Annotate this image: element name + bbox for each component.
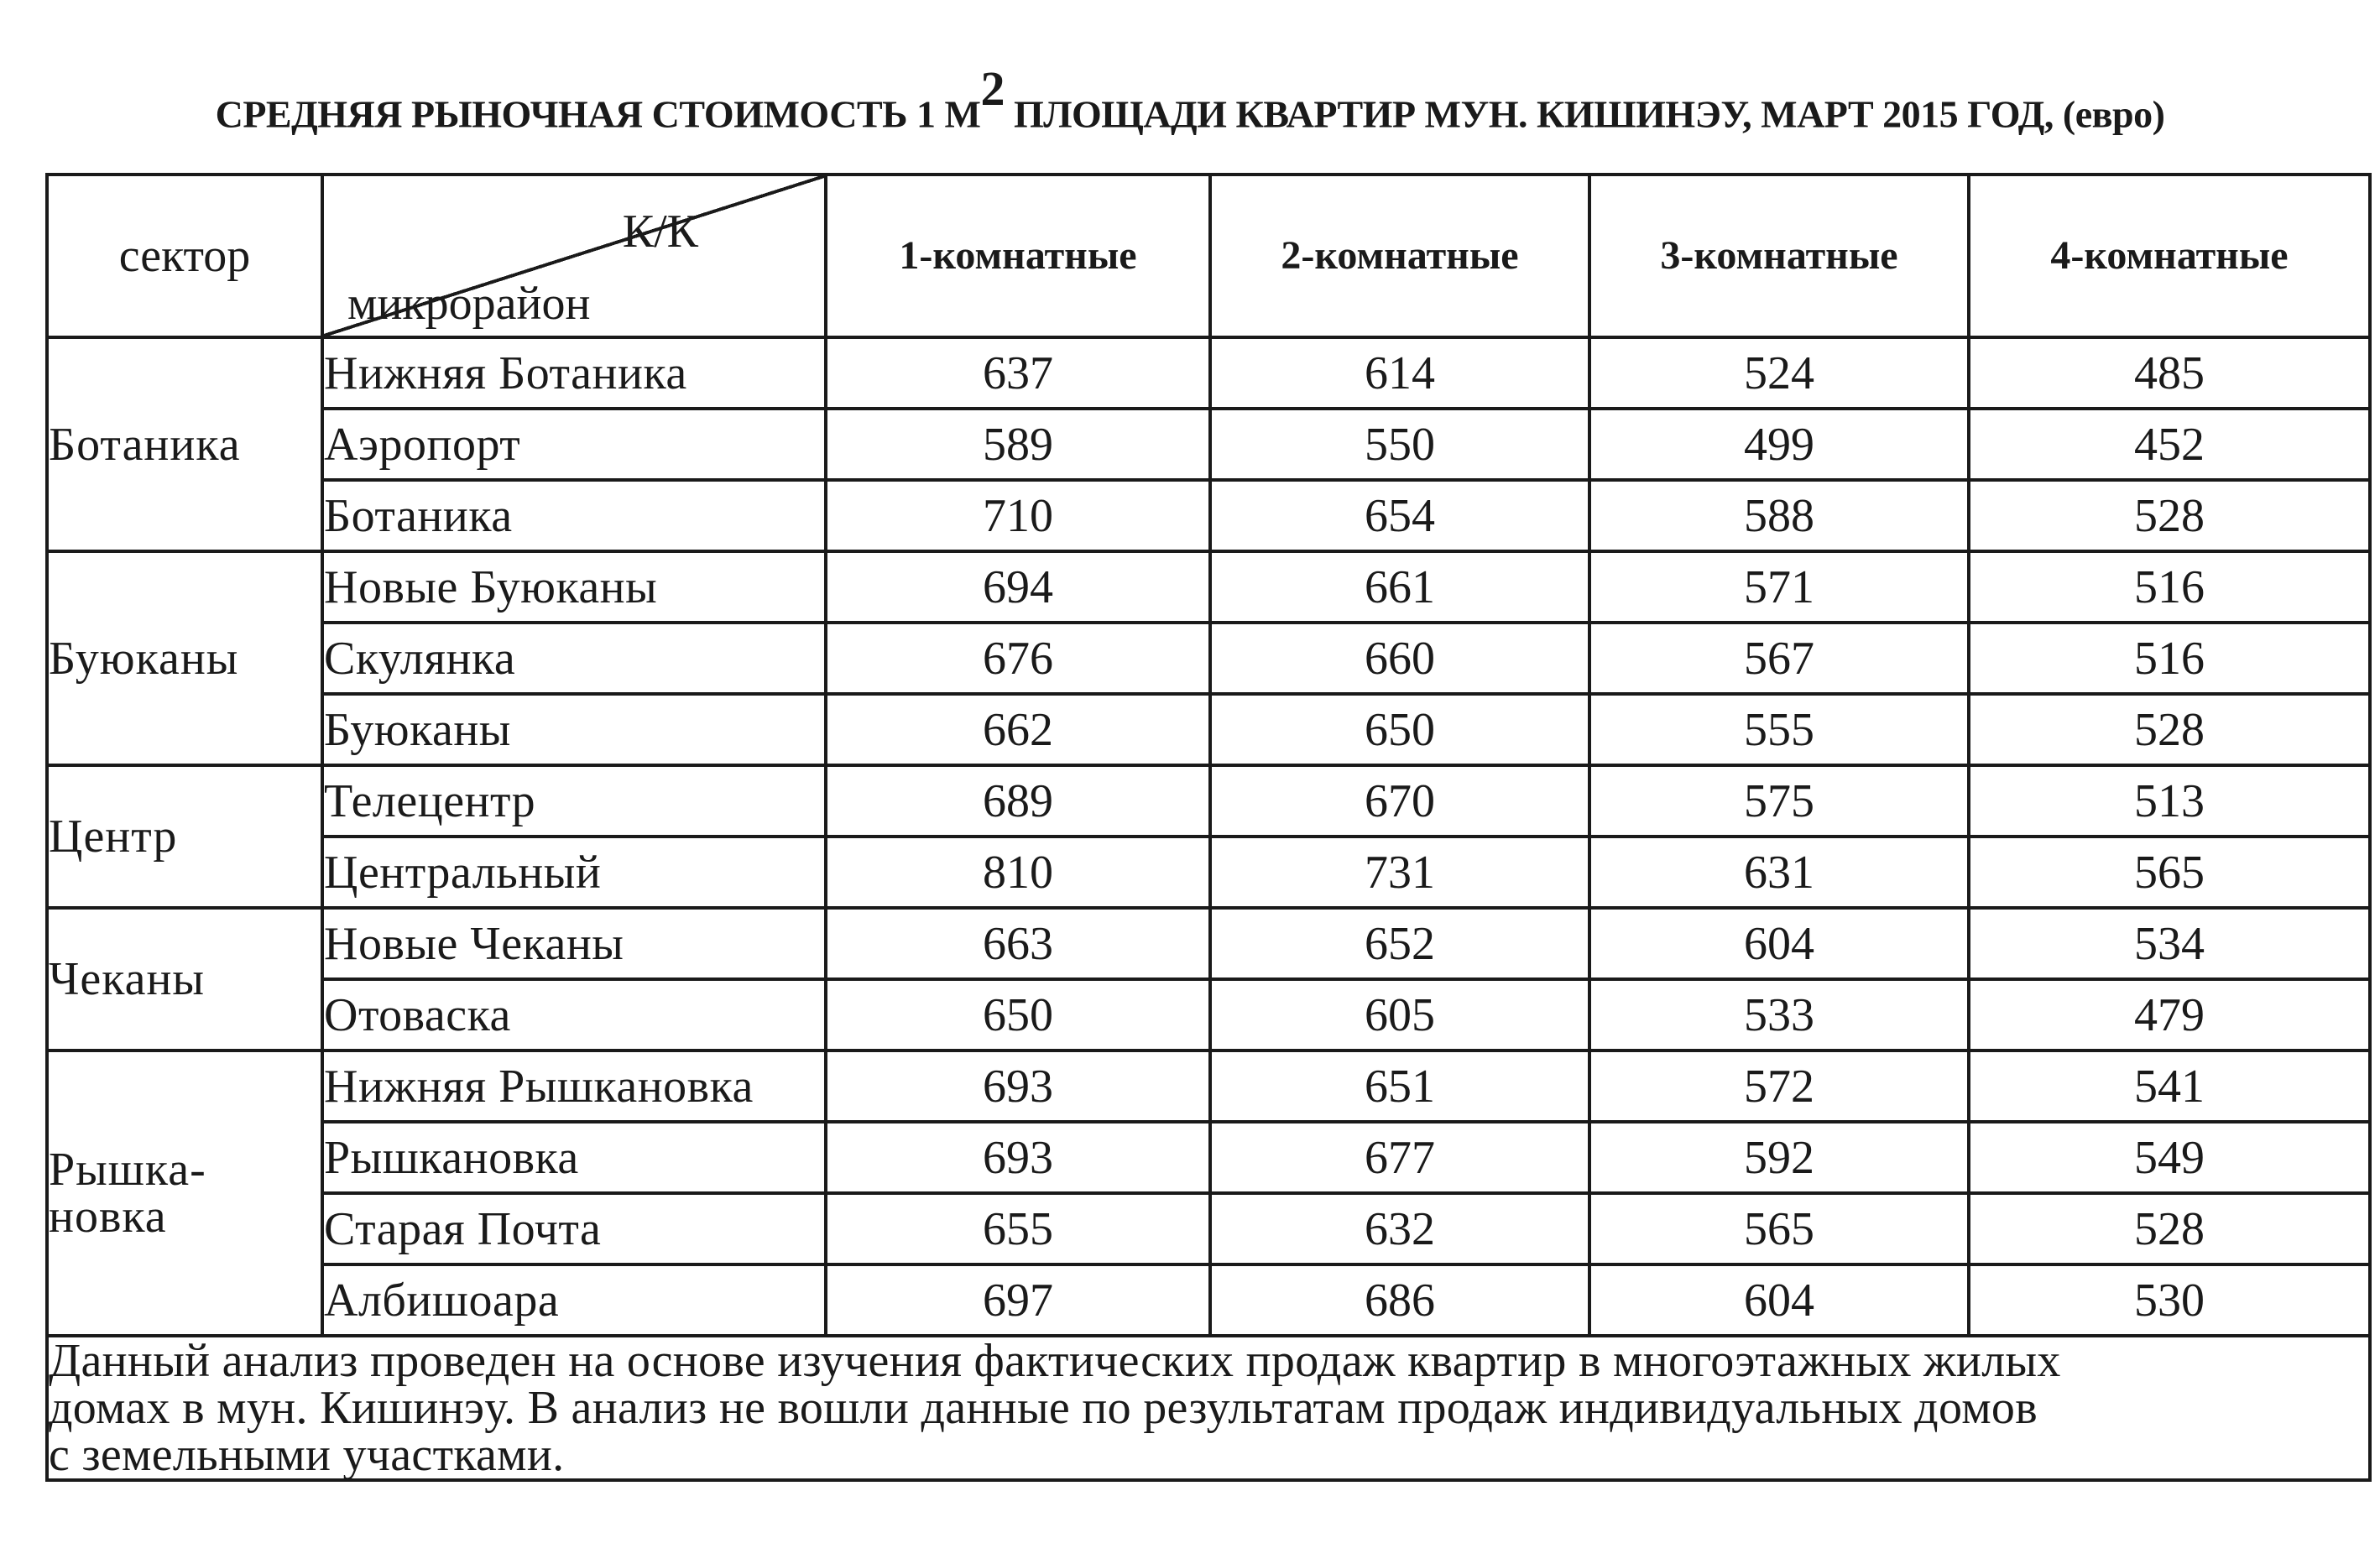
value-1-room: 693	[826, 1122, 1210, 1193]
table-row	[47, 837, 2370, 908]
title-superscript: 2	[980, 61, 1005, 116]
value-3-room: 565	[1589, 1193, 1969, 1264]
value-3-room: 533	[1589, 979, 1969, 1050]
table-row	[47, 1193, 2370, 1264]
value-3-room: 571	[1589, 551, 1969, 623]
district-cell: Аэропорт	[322, 409, 826, 480]
district-cell: Скулянка	[322, 623, 826, 694]
value-2-room: 661	[1210, 551, 1589, 623]
sector-cell	[47, 1050, 322, 1336]
value-1-room: 689	[826, 765, 1210, 837]
value-2-room: 677	[1210, 1122, 1589, 1193]
value-4-room: 541	[1969, 1050, 2370, 1122]
value-2-room: 651	[1210, 1050, 1589, 1122]
value-4-room: 516	[1969, 623, 2370, 694]
value-4-room: 513	[1969, 765, 2370, 837]
value-3-room: 555	[1589, 694, 1969, 765]
value-2-room: 660	[1210, 623, 1589, 694]
table-row	[47, 551, 2370, 623]
value-3-room: 524	[1589, 337, 1969, 409]
sector-cell: Буюканы	[47, 551, 322, 765]
table-row	[47, 694, 2370, 765]
value-4-room: 534	[1969, 908, 2370, 979]
value-3-room: 499	[1589, 409, 1969, 480]
header-1-room: 1-комнатные	[826, 175, 1210, 337]
value-1-room: 810	[826, 837, 1210, 908]
district-cell: Новые Буюканы	[322, 551, 826, 623]
value-1-room: 693	[826, 1050, 1210, 1122]
district-cell: Ботаника	[322, 480, 826, 551]
value-4-room: 530	[1969, 1264, 2370, 1336]
header-3-room: 3-комнатные	[1589, 175, 1969, 337]
footnote	[47, 1336, 2370, 1480]
value-4-room: 549	[1969, 1122, 2370, 1193]
table-title	[0, 61, 2380, 136]
value-1-room: 662	[826, 694, 1210, 765]
header-sector: сектор	[47, 175, 322, 337]
footnote-line1: Данный анализ проведен на основе изучения фактических продаж квартир в многоэтажных жилых	[49, 1335, 2061, 1387]
value-3-room: 567	[1589, 623, 1969, 694]
value-4-room: 485	[1969, 337, 2370, 409]
value-2-room: 654	[1210, 480, 1589, 551]
value-4-room: 516	[1969, 551, 2370, 623]
district-cell: Центральный	[322, 837, 826, 908]
value-3-room: 631	[1589, 837, 1969, 908]
table-row	[47, 337, 2370, 409]
header-row	[47, 175, 2370, 337]
value-1-room: 697	[826, 1264, 1210, 1336]
district-cell: Отоваска	[322, 979, 826, 1050]
value-1-room: 710	[826, 480, 1210, 551]
value-4-room: 452	[1969, 409, 2370, 480]
header-4-room: 4-комнатные	[1969, 175, 2370, 337]
value-2-room: 670	[1210, 765, 1589, 837]
table-row	[47, 1264, 2370, 1336]
value-1-room: 589	[826, 409, 1210, 480]
value-4-room: 565	[1969, 837, 2370, 908]
value-2-room: 652	[1210, 908, 1589, 979]
value-1-room: 655	[826, 1193, 1210, 1264]
value-4-room: 528	[1969, 694, 2370, 765]
title-unit: (евро)	[2062, 92, 2165, 136]
value-4-room: 479	[1969, 979, 2370, 1050]
value-3-room: 592	[1589, 1122, 1969, 1193]
table-row	[47, 1050, 2370, 1122]
table-row	[47, 765, 2370, 837]
value-2-room: 632	[1210, 1193, 1589, 1264]
value-4-room: 528	[1969, 1193, 2370, 1264]
value-2-room: 731	[1210, 837, 1589, 908]
value-3-room: 572	[1589, 1050, 1969, 1122]
footnote-line3: с земельными участками.	[49, 1429, 565, 1481]
value-3-room: 604	[1589, 1264, 1969, 1336]
value-3-room: 575	[1589, 765, 1969, 837]
header-diagonal-cell	[322, 175, 826, 337]
district-cell: Новые Чеканы	[322, 908, 826, 979]
table-row	[47, 908, 2370, 979]
title-rest: ПЛОЩАДИ КВАРТИР МУН. КИШИНЭУ, МАРТ 2015 ГОД,	[1004, 92, 2054, 136]
value-2-room: 650	[1210, 694, 1589, 765]
value-2-room: 605	[1210, 979, 1589, 1050]
value-2-room: 550	[1210, 409, 1589, 480]
value-1-room: 650	[826, 979, 1210, 1050]
sector-name-line1: Рышка-	[49, 1144, 206, 1196]
value-3-room: 604	[1589, 908, 1969, 979]
table-row	[47, 1122, 2370, 1193]
price-table	[45, 173, 2372, 1482]
district-cell: Нижняя Рышкановка	[322, 1050, 826, 1122]
table-row	[47, 979, 2370, 1050]
table-row	[47, 623, 2370, 694]
sector-cell: Центр	[47, 765, 322, 908]
value-3-room: 588	[1589, 480, 1969, 551]
table-row	[47, 480, 2370, 551]
value-1-room: 676	[826, 623, 1210, 694]
sector-cell: Ботаника	[47, 337, 322, 551]
note-row	[47, 1336, 2370, 1480]
value-2-room: 686	[1210, 1264, 1589, 1336]
district-cell: Албишоара	[322, 1264, 826, 1336]
district-cell: Буюканы	[322, 694, 826, 765]
value-2-room: 614	[1210, 337, 1589, 409]
value-1-room: 637	[826, 337, 1210, 409]
title-main: СРЕДНЯЯ РЫНОЧНАЯ СТОИМОСТЬ 1 М	[215, 92, 981, 136]
value-1-room: 663	[826, 908, 1210, 979]
value-1-room: 694	[826, 551, 1210, 623]
district-cell: Старая Почта	[322, 1193, 826, 1264]
header-2-room: 2-комнатные	[1210, 175, 1589, 337]
district-cell: Телецентр	[322, 765, 826, 837]
footnote-line2: домах в мун. Кишинэу. В анализ не вошли данные по результатам продаж индивидуальных домов	[49, 1382, 2038, 1434]
sector-name-line2: новка	[49, 1191, 167, 1243]
header-district-label: микрорайон	[347, 278, 591, 330]
table-row	[47, 409, 2370, 480]
sector-cell: Чеканы	[47, 908, 322, 1050]
district-cell: Рышкановка	[322, 1122, 826, 1193]
header-rooms-label: К/К	[622, 206, 698, 258]
district-cell: Нижняя Ботаника	[322, 337, 826, 409]
value-4-room: 528	[1969, 480, 2370, 551]
